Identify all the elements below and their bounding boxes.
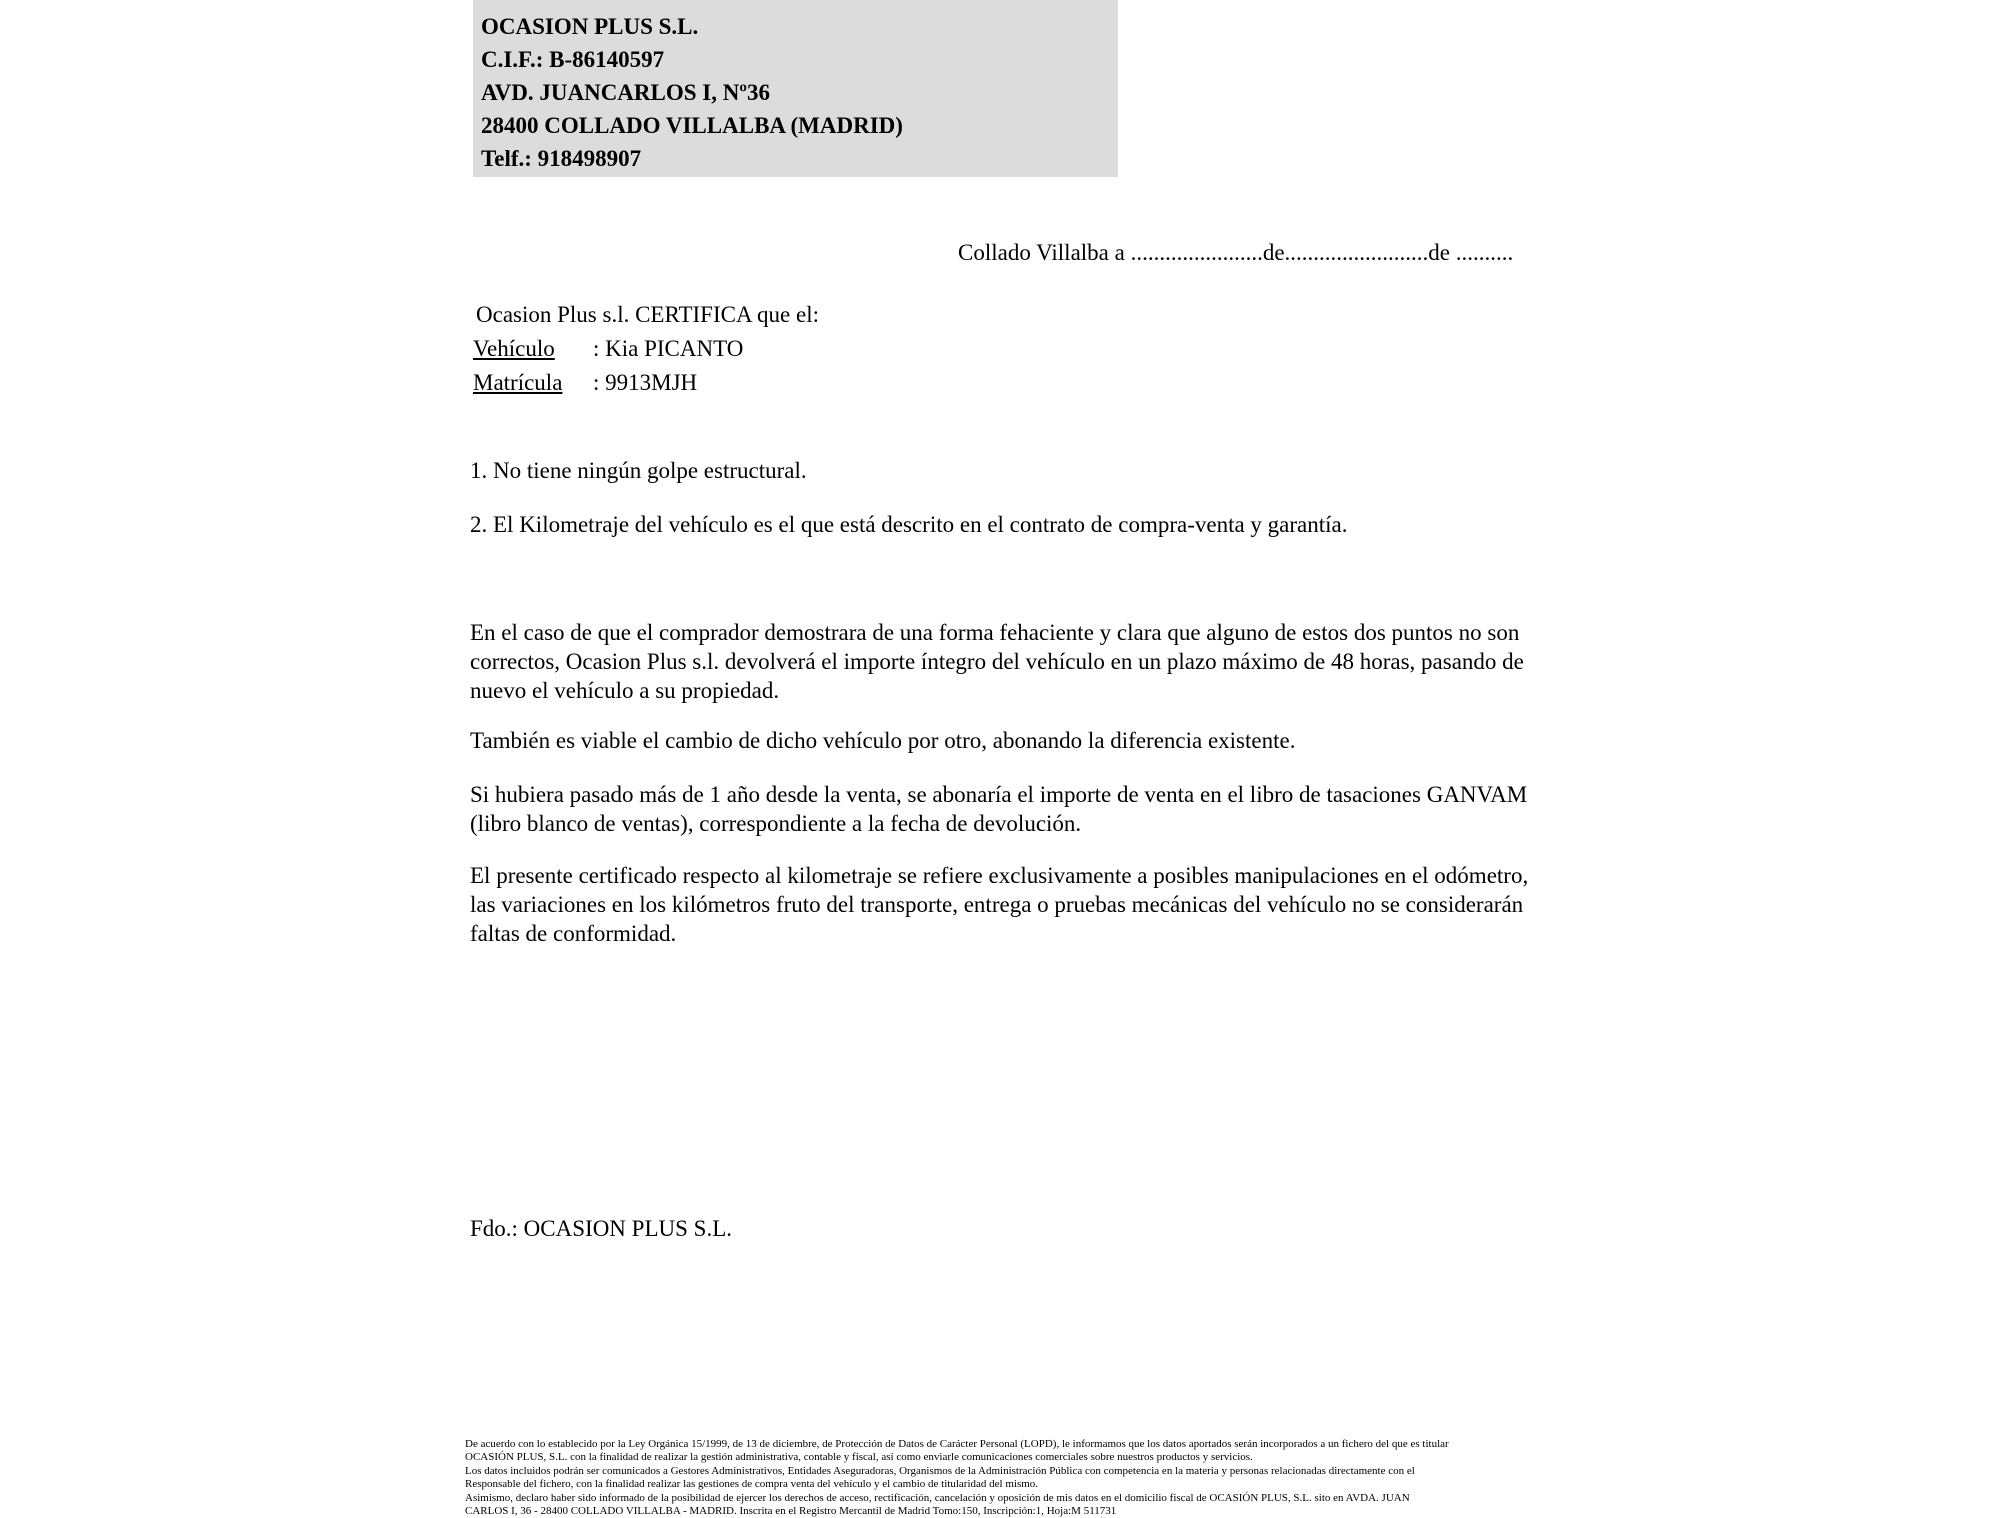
vehicle-label-wrap: [473, 336, 593, 362]
legal-footer-line: De acuerdo con lo establecido por la Ley Orgánica 15/1999, de 13 de diciembre, de Protección de Datos de Carácter Personal (LOPD), le informamos que los datos aportados serán incorporados a un fichero del que es titular: [465, 1438, 1449, 1450]
paragraph-exchange: También es viable el cambio de dicho vehículo por otro, abonando la diferencia existente.: [470, 728, 1296, 753]
legal-footer: [465, 1438, 1555, 1518]
plate-line: [473, 370, 697, 396]
company-address: AVD. JUANCARLOS I, Nº36: [481, 80, 770, 105]
vehicle-line: [473, 336, 743, 362]
company-header-block: [473, 0, 1118, 177]
vehicle-value: : Kia PICANTO: [593, 336, 744, 361]
date-line: Collado Villalba a .......................de.........................de ..........: [958, 240, 1514, 265]
company-city: 28400 COLLADO VILLALBA (MADRID): [481, 113, 903, 138]
company-name: OCASION PLUS S.L.: [481, 14, 699, 39]
certify-point-2: 2. El Kilometraje del vehículo es el que está descrito en el contrato de compra-venta y garantía.: [470, 512, 1348, 537]
legal-footer-line: OCASIÓN PLUS, S.L. con la finalidad de realizar la gestión administrativa, contable y fiscal, así como enviarle comunicaciones comerciales sobre nuestros productos y servicios.: [465, 1451, 1253, 1464]
signature-line: Fdo.: OCASION PLUS S.L.: [470, 1216, 732, 1241]
certify-point-1: 1. No tiene ningún golpe estructural.: [470, 458, 807, 483]
plate-value: : 9913MJH: [593, 370, 698, 395]
legal-footer-line: CARLOS I, 36 - 28400 COLLADO VILLALBA - MADRID. Inscrita en el Registro Mercantil de Madrid Tomo:150, Inscripción:1, Hoja:M 511731: [465, 1505, 1117, 1518]
paragraph-ganvam: Si hubiera pasado más de 1 año desde la venta, se abonaría el importe de venta en el libro de tasaciones GANVAM (libro blanco de ventas), correspondiente a la fecha de devolución.: [470, 782, 1528, 836]
paragraph-refund: En el caso de que el comprador demostrara de una forma fehaciente y clara que alguno de estos dos puntos no son correctos, Ocasion Plus s.l. devolverá el importe íntegro del vehículo en un plazo máximo de 48 horas, pasando de nuevo el vehículo a su propiedad.: [470, 620, 1524, 703]
plate-label-wrap: [473, 370, 593, 396]
legal-footer-line: Los datos incluidos podrán ser comunicados a Gestores Administrativos, Entidades Aseguradoras, Organismos de la Administración Pública con competencia en la materia y personas relacionadas directamente con el: [465, 1464, 1415, 1477]
company-phone: Telf.: 918498907: [481, 146, 642, 171]
vehicle-label: Vehículo: [473, 336, 555, 361]
legal-footer-line: Asimismo, declaro haber sido informado de la posibilidad de ejercer los derechos de acceso, rectificación, cancelación y oposición de mis datos en el domicilio fiscal de OCASIÓN PLUS, S.L. sito en AVDA. JUAN: [465, 1491, 1410, 1504]
company-cif: C.I.F.: B-86140597: [481, 47, 665, 72]
plate-label: Matrícula: [473, 370, 563, 395]
legal-footer-line: Responsable del fichero, con la finalidad realizar las gestiones de compra venta del vehículo y el cambio de titularidad del mismo.: [465, 1478, 1039, 1491]
certify-heading: Ocasion Plus s.l. CERTIFICA que el:: [476, 302, 819, 327]
paragraph-odometer: El presente certificado respecto al kilometraje se refiere exclusivamente a posibles manipulaciones en el odómetro, las variaciones en los kilómetros fruto del transporte, entrega o pruebas mecánicas del vehículo no se considerarán faltas de conformidad.: [470, 863, 1529, 946]
